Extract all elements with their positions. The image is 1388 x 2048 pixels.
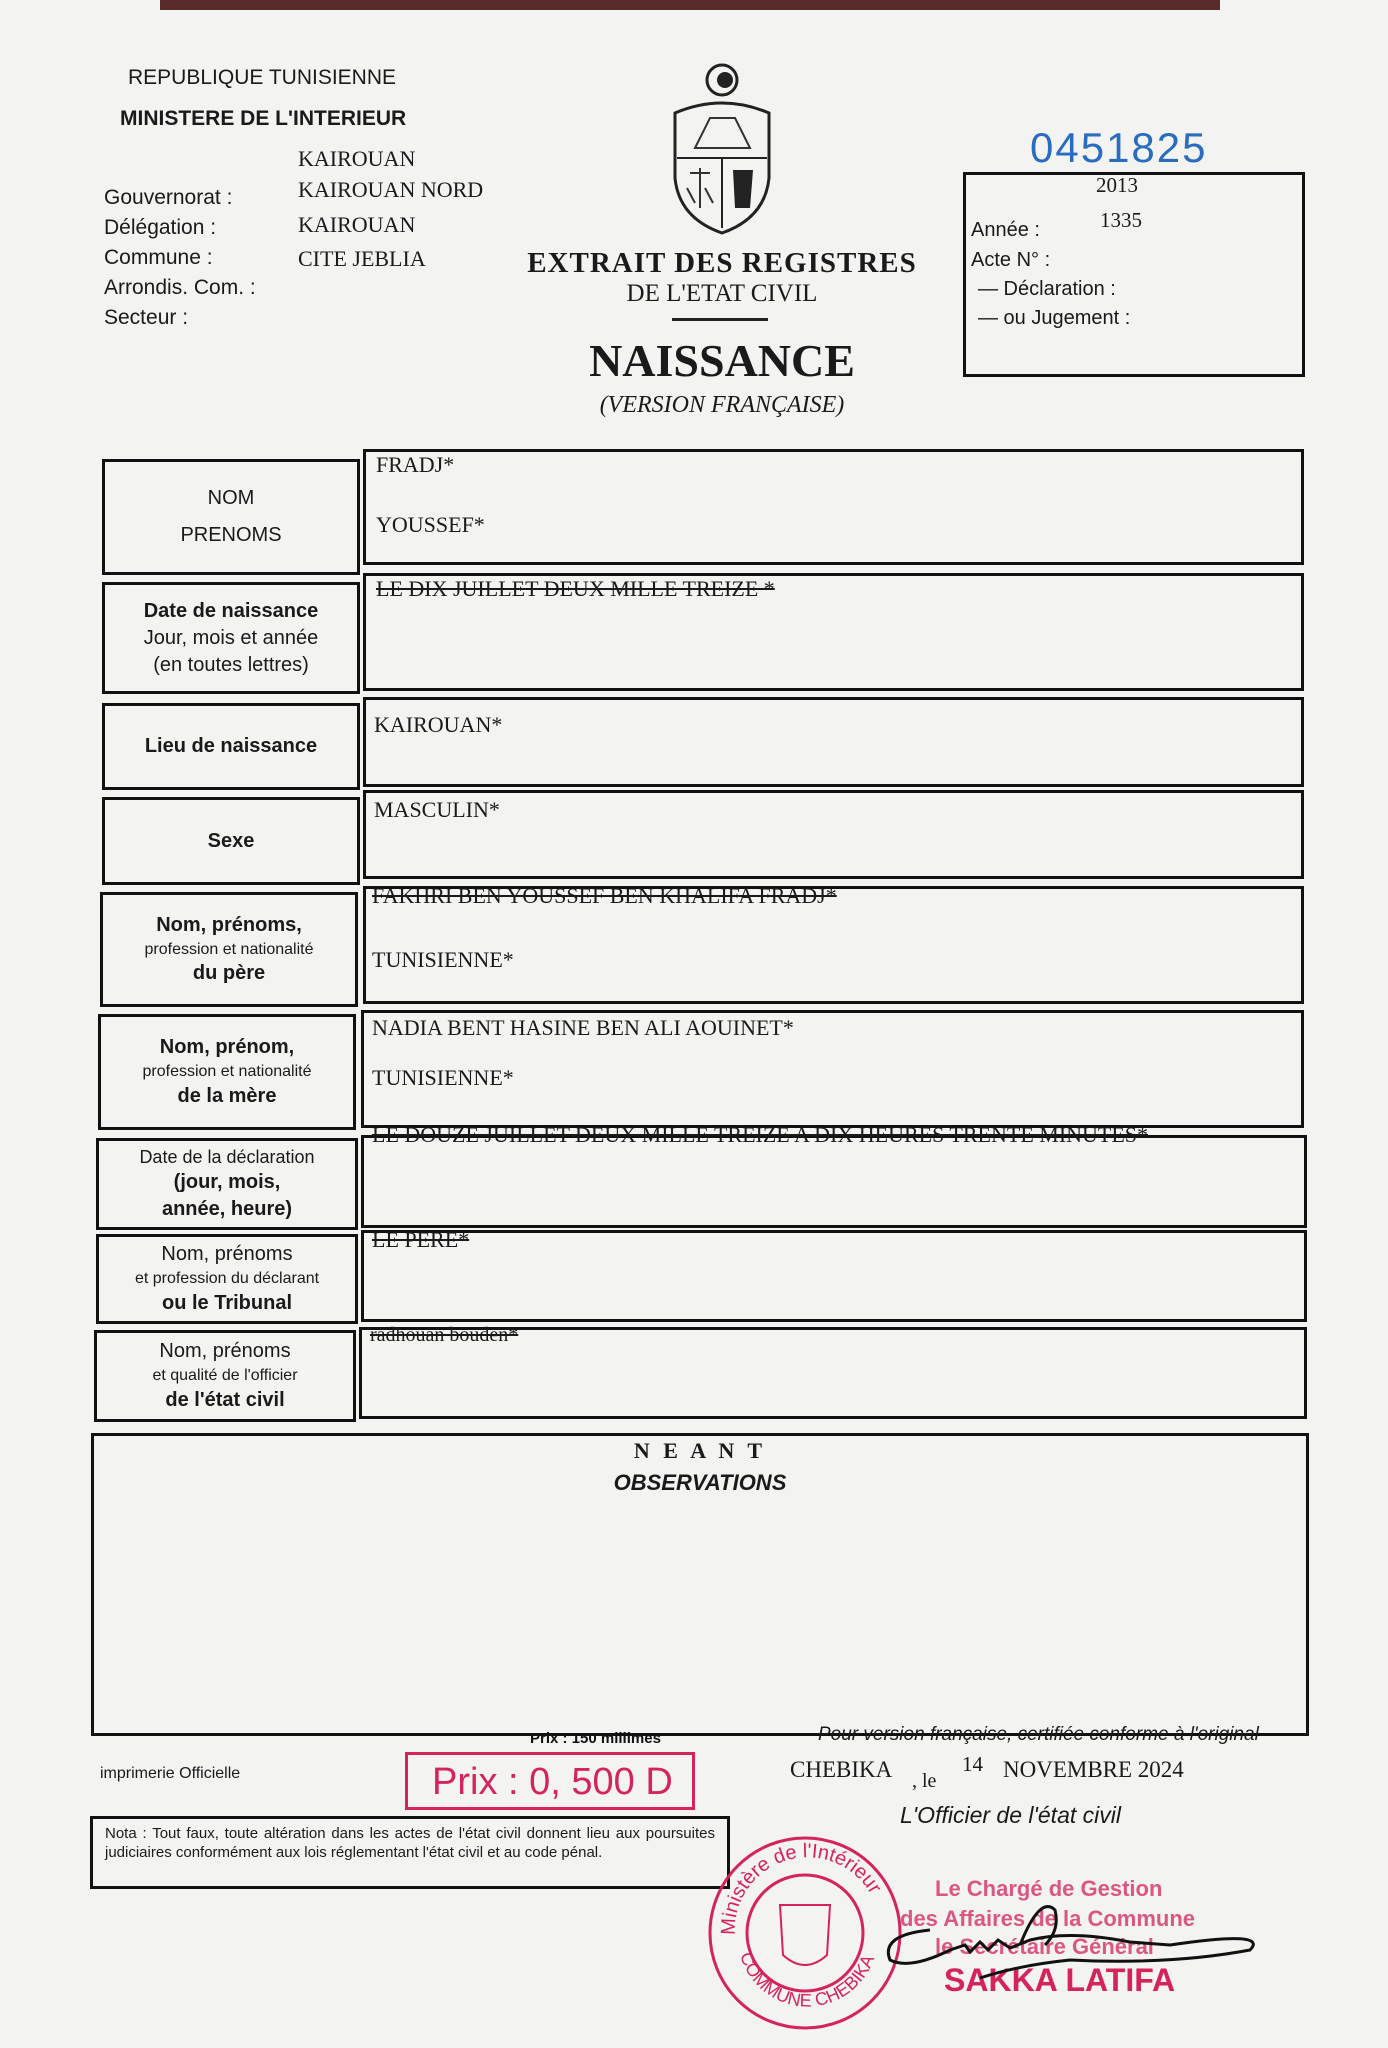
officer-title: L'Officier de l'état civil bbox=[900, 1802, 1121, 1828]
officier-value: radhouan bouden* bbox=[370, 1324, 519, 1346]
delegation-label: Délégation : bbox=[104, 216, 217, 239]
label-date-naissance bbox=[102, 582, 360, 694]
year-value: 2013 bbox=[1096, 173, 1138, 197]
label-pere bbox=[100, 892, 358, 1007]
signer-name: SAKKA LATIFA bbox=[944, 1962, 1176, 1998]
stamp-ring-bottom: COMMUNE CHEBIKA bbox=[735, 1949, 879, 2011]
coat-of-arms-icon bbox=[665, 58, 780, 238]
label-line: Nom, prénoms bbox=[161, 1243, 293, 1266]
date-naissance-value: LE DIX JUILLET DEUX MILLE TREIZE * bbox=[376, 576, 775, 601]
label-line: profession et nationalité bbox=[144, 940, 314, 958]
label-line: PRENOMS bbox=[180, 524, 282, 546]
place-value: CHEBIKA bbox=[790, 1757, 893, 1782]
label-sexe bbox=[102, 797, 360, 885]
pere-name-value: FAKHRI BEN YOUSSEF BEN KHALIFA FRADJ* bbox=[372, 883, 837, 908]
document-subtitle: DE L'ETAT CIVIL bbox=[626, 280, 818, 307]
sexe-value: MASCULIN* bbox=[374, 797, 500, 822]
acte-label: Acte N° : bbox=[971, 249, 1051, 271]
nota-box bbox=[90, 1816, 730, 1889]
doc-type: NAISSANCE bbox=[589, 335, 855, 386]
country-name: REPUBLIQUE TUNISIENNE bbox=[128, 66, 397, 89]
label-line: de l'état civil bbox=[165, 1388, 285, 1411]
label-line: Nom, prénoms, bbox=[156, 913, 302, 936]
scan-edge bbox=[160, 0, 1220, 10]
label-nom-prenoms bbox=[102, 459, 360, 575]
le-label: , le bbox=[912, 1770, 937, 1792]
value-date-naissance bbox=[363, 573, 1304, 691]
registry-box bbox=[963, 172, 1305, 377]
label-line: (jour, mois, bbox=[173, 1171, 281, 1194]
value-nom-prenoms bbox=[363, 449, 1304, 565]
signer-line-1: Le Chargé de Gestion bbox=[935, 1876, 1163, 1901]
prenoms-value: YOUSSEF* bbox=[376, 512, 485, 537]
version-label: (VERSION FRANÇAISE) bbox=[599, 392, 845, 418]
label-mere bbox=[98, 1014, 356, 1130]
label-line: (en toutes lettres) bbox=[153, 653, 309, 676]
label-line: de la mère bbox=[177, 1084, 277, 1107]
certification-text: Pour version française, certifiée conforme à l'original bbox=[818, 1724, 1259, 1745]
label-line: profession et nationalité bbox=[142, 1063, 312, 1081]
arrondissement-value: CITE JEBLIA bbox=[298, 246, 426, 271]
signer-line-2: des Affaires de la Commune bbox=[900, 1906, 1196, 1931]
price-stamp-text: Prix : 0, 500 D bbox=[432, 1761, 673, 1803]
label-line: Nom, prénom, bbox=[159, 1036, 295, 1059]
value-date-declaration bbox=[361, 1122, 1307, 1228]
observations-value: N E A N T bbox=[633, 1438, 767, 1463]
label-line: Date de la déclaration bbox=[139, 1146, 315, 1167]
label-line: NOM bbox=[207, 487, 255, 509]
label-officier bbox=[94, 1330, 356, 1422]
label-line: Lieu de naissance bbox=[144, 735, 318, 757]
price-stamp bbox=[405, 1752, 695, 1810]
acte-value: 1335 bbox=[1100, 208, 1142, 232]
value-sexe bbox=[363, 790, 1304, 879]
gouvernorat-value: KAIROUAN bbox=[298, 146, 416, 171]
declarant-value: LE PERE* bbox=[372, 1227, 470, 1252]
signature-icon bbox=[870, 1890, 1290, 2000]
printer-label: imprimerie Officielle bbox=[100, 1765, 241, 1782]
arrondissement-label: Arrondis. Com. : bbox=[104, 276, 256, 299]
lieu-naissance-value: KAIROUAN* bbox=[374, 712, 503, 737]
commune-label: Commune : bbox=[104, 246, 213, 269]
label-date-declaration bbox=[96, 1138, 358, 1230]
label-declarant bbox=[96, 1234, 358, 1324]
title-divider bbox=[672, 318, 768, 321]
gouvernorat-label: Gouvernorat : bbox=[104, 186, 233, 209]
nom-value: FRADJ* bbox=[376, 452, 455, 477]
label-line: et qualité de l'officier bbox=[152, 1367, 298, 1385]
day-value: 14 bbox=[962, 1752, 983, 1776]
label-lieu-naissance bbox=[102, 703, 360, 790]
value-pere bbox=[363, 883, 1304, 1004]
value-lieu-naissance bbox=[363, 697, 1304, 787]
mere-name-value: NADIA BENT HASINE BEN ALI AOUINET* bbox=[372, 1015, 794, 1040]
value-officier bbox=[359, 1324, 1307, 1419]
nota-text: Nota : Tout faux, toute altération dans les actes de l'état civil donnent lieu aux poursuites judiciaires conformément aux lois réglementant l'état civil et au code pénal. bbox=[105, 1825, 715, 1861]
document-title: EXTRAIT DES REGISTRES bbox=[527, 247, 917, 279]
stamp-ring-top: Ministère de l'Intérieur bbox=[717, 1840, 886, 1936]
jugement-label: — ou Jugement : bbox=[978, 307, 1131, 329]
serial-number: 0451825 bbox=[1030, 124, 1208, 171]
value-mere bbox=[361, 1010, 1304, 1128]
label-line: et profession du déclarant bbox=[134, 1270, 320, 1288]
ministry-name: MINISTERE DE L'INTERIEUR bbox=[120, 107, 407, 130]
commune-value: KAIROUAN bbox=[298, 212, 416, 237]
printed-price: Prix : 150 millimes bbox=[530, 1730, 661, 1747]
year-label: Année : bbox=[971, 219, 1040, 241]
month-year-value: NOVEMBRE 2024 bbox=[1003, 1757, 1184, 1782]
value-declarant bbox=[361, 1227, 1307, 1322]
label-line: année, heure) bbox=[161, 1198, 293, 1221]
pere-nationality-value: TUNISIENNE* bbox=[372, 947, 514, 972]
mere-nationality-value: TUNISIENNE* bbox=[372, 1065, 514, 1090]
label-line: Jour, mois et année bbox=[143, 626, 319, 649]
date-declaration-value: LE DOUZE JUILLET DEUX MILLE TREIZE A DIX HEURES TRENTE MINUTES* bbox=[372, 1122, 1149, 1147]
observations-box bbox=[91, 1433, 1309, 1736]
label-line: ou le Tribunal bbox=[161, 1291, 292, 1314]
signer-line-3: le Secrétaire Général bbox=[935, 1934, 1154, 1959]
label-line: du père bbox=[192, 962, 266, 985]
observations-label: OBSERVATIONS bbox=[613, 1470, 787, 1495]
label-line: Sexe bbox=[207, 829, 255, 852]
label-line: Date de naissance bbox=[143, 599, 319, 622]
delegation-value: KAIROUAN NORD bbox=[298, 177, 484, 202]
secteur-label: Secteur : bbox=[104, 306, 189, 329]
declaration-label: — Déclaration : bbox=[978, 278, 1116, 300]
label-line: Nom, prénoms bbox=[159, 1340, 291, 1363]
